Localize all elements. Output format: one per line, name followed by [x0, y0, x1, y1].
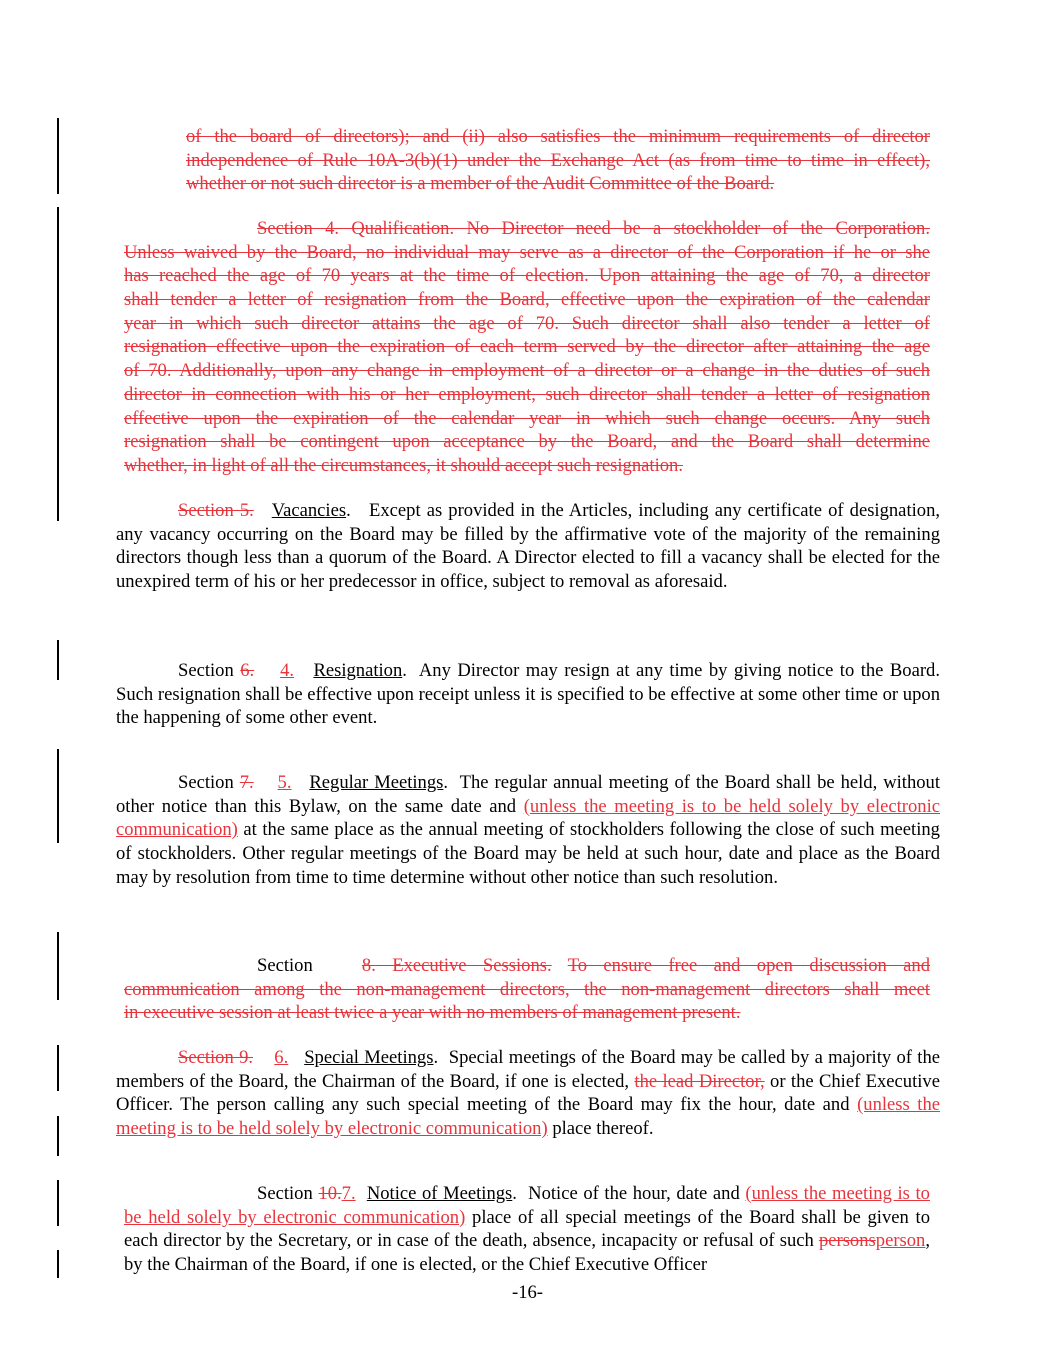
- change-bar: [57, 1116, 59, 1156]
- section-text: Except as provided in the Articles, including any certificate of designation, any vacancy occurring on the Board may be filled by the affirmative vote of the majority of the remaining directors though less than a quorum of the Board. A Director elected to fill a vacancy shall be elected for the unexpired term of his or her predecessor in office, subject to removal as aforesaid.: [116, 500, 941, 593]
- inserted-section-number: 6.: [274, 1047, 289, 1068]
- section-title: Notice of Meetings: [366, 1183, 513, 1204]
- text-line: communication among the non-management directors, the non-management directors shall meet: [124, 978, 930, 1000]
- section-text: at the same place as the annual meeting of stockholders following the close of such meeting of stockholders. Other regular meetings of the Board may be held at such hour, date and place as the Board may by resolution from time to time determine without other notice than such resolution.: [116, 819, 940, 888]
- deleted-section-number: Section 9.: [178, 1047, 254, 1068]
- deleted-section-number: 7.: [239, 772, 254, 793]
- deleted-heading: 8. Executive Sessions.: [361, 955, 552, 976]
- change-bar: [57, 207, 59, 521]
- inserted-section-number: 4.: [280, 660, 295, 681]
- section-title: Regular Meetings: [309, 772, 444, 793]
- inserted-section-number: 5.: [277, 772, 292, 793]
- deleted-text: the lead Director,: [634, 1070, 765, 1092]
- inserted-text: (unless the meeting is to be held solely by electronic communication): [116, 795, 940, 841]
- section-text: place thereof.: [552, 1118, 654, 1140]
- change-bar: [57, 932, 59, 1000]
- section-title: Special Meetings: [304, 1047, 434, 1068]
- inserted-text: (unless the meeting is to be held solely by electronic communication): [116, 1094, 941, 1140]
- deleted-section-number: Section 5.: [178, 500, 254, 521]
- text-line: whether or not such director is a member of the Audit Committee of the Board.: [186, 173, 775, 195]
- text-line: independence of Rule 10A-3(b)(1) under the Exchange Act (as from time to time in effect),: [186, 149, 930, 171]
- section-title: Vacancies: [271, 500, 347, 521]
- text-line: resignation shall be contingent upon acceptance by the Board, and the Board shall determine: [124, 431, 930, 453]
- section-heading: Section 4. Qualification.: [257, 218, 455, 239]
- section-label: Section: [178, 660, 234, 681]
- change-bar: [57, 1250, 59, 1278]
- section-text: Special meetings of the Board may be called by a majority of the members of the Board, the Chairman of the Board, if one is elected,: [116, 1047, 940, 1092]
- section-text: The regular annual meeting of the Board shall be held, without other notice than this Bylaw, on the same date and: [116, 772, 941, 817]
- section-text: place of all special meetings of the Board shall be given to each director by the Secretary, or in case of the death, absence, incapacity or refusal of such: [124, 1206, 930, 1252]
- section-regular-meetings: Section 7. 5. Regular Meetings. The regular annual meeting of the Board shall be held, without other notice than this Bylaw, on the same date and (unless the meeting is to be held solely by electronic communication) at the same place as the annual meeting of stockholders following the close of such meeting of stockholders. Other regular meetings of the Board may be held at such hour, date and place as the Board may by resolution from time to time determine without other notice than such resolution.: [116, 772, 941, 888]
- text-segment: No Director need be a stockholder of the Corporation.: [466, 218, 931, 239]
- section-label: Section: [257, 1183, 313, 1204]
- deleted-section-number: 10.: [318, 1183, 342, 1204]
- text-line: of the board of directors); and (ii) also satisfies the minimum requirements of director: [186, 126, 930, 147]
- inserted-word: person: [875, 1230, 926, 1252]
- text-line: effective upon the expiration of the calendar year in which such change occurs. Any such: [124, 407, 930, 429]
- change-bar: [57, 640, 59, 680]
- change-bar: [57, 1180, 59, 1226]
- section-text: Notice of the hour, date and: [528, 1183, 740, 1204]
- section-label: Section: [257, 955, 313, 976]
- text-line: [124, 954, 930, 978]
- text-line: has reached the age of 70 years at the time of election. Upon attaining the age of 70, a director: [124, 265, 930, 287]
- section-text: , by the Chairman of the Board, if one is elected, or the Chief Executive Officer: [124, 1230, 930, 1276]
- section-resignation: Section 6. 4. Resignation. Any Director may resign at any time by giving notice to the Board. Such resignation shall be effective upon receipt unless it is specified to be effective at some other time or upon the happening of some other event.: [116, 660, 940, 729]
- section-text: Any Director may resign at any time by giving notice to the Board. Such resignation shall be effective upon receipt unless it is specified to be effective at some other time or upon the happening of some other event.: [116, 660, 940, 729]
- text-line: whether, in light of all the circumstances, it should accept such resignation.: [124, 454, 683, 476]
- text-line: year in which such director attains the age of 70. Such director shall also tender a letter of: [124, 312, 930, 334]
- section-executive-sessions: [124, 954, 930, 1025]
- section-text: or the Chief Executive Officer. The person calling any such special meeting of the Board may fix the hour, date and: [116, 1070, 940, 1116]
- deleted-word: persons: [818, 1230, 876, 1252]
- text-line: of 70. Additionally, upon any change in employment of a director or a change in the duties of such: [124, 360, 930, 382]
- text-line: Unless waived by the Board, no individual may serve as a director of the Corporation if he or she: [124, 241, 930, 263]
- text-line: in executive session at least twice a year with no members of management present.: [124, 1002, 741, 1024]
- text-line: shall tender a letter of resignation from the Board, effective upon the expiration of the calendar: [124, 289, 930, 311]
- deleted-section-number: 6.: [240, 660, 255, 681]
- section-notice-of-meetings: Section 10.7. Notice of Meetings. Notice of the hour, date and (unless the meeting is to be held solely by electronic communication) place of all special meetings of the Board shall be given to each director by the Secretary, or in case of the death, absence, incapacity or refusal of such personsperson, by the Chairman of the Board, if one is elected, or the Chief Executive Officer: [124, 1183, 930, 1276]
- text-line: [124, 217, 930, 241]
- section-special-meetings: Section 9. 6. Special Meetings. Special meetings of the Board may be called by a majority of the members of the Board, the Chairman of the Board, if one is elected, the lead Director, or the Chief Executive Officer. The person calling any such special meeting of the Board may fix the hour, date and (unless the meeting is to be held solely by electronic communication) place thereof.: [116, 1047, 941, 1140]
- section-title: Resignation: [313, 660, 403, 681]
- text-line: director in connection with his or her employment, such director shall tender a letter of resignation: [124, 383, 930, 405]
- change-bar: [57, 1045, 59, 1091]
- change-bar: [57, 118, 59, 194]
- section-label: Section: [178, 772, 234, 793]
- deleted-paragraph-continuation: [186, 125, 930, 196]
- deleted-text: To ensure free and open discussion and: [567, 955, 931, 976]
- page-number: -16-: [512, 1282, 543, 1303]
- inserted-text: (unless the meeting is to be held solely by electronic communication): [124, 1183, 930, 1228]
- change-bar: [57, 749, 59, 843]
- inserted-section-number: 7.: [341, 1183, 356, 1204]
- section-4-qualification: [124, 217, 930, 478]
- text-line: resignation effective upon the expiration of each term served by the director after attaining the age: [124, 336, 930, 358]
- section-vacancies: Section 5. Vacancies. Except as provided in the Articles, including any certificate of designation, any vacancy occurring on the Board may be filled by the affirmative vote of the majority of the remaining directors though less than a quorum of the Board. A Director elected to fill a vacancy shall be elected for the unexpired term of his or her predecessor in office, subject to removal as aforesaid.: [116, 500, 941, 593]
